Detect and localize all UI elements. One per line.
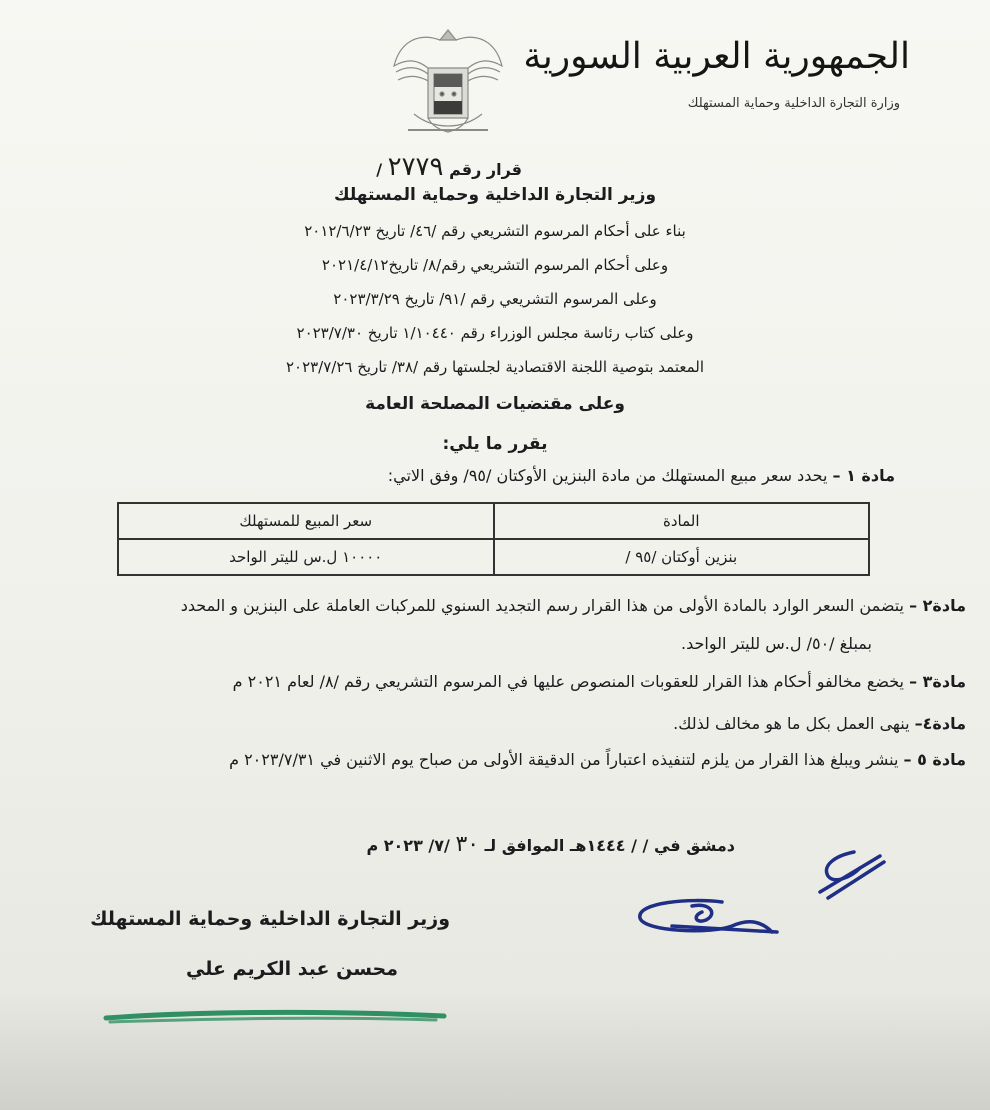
signatory-name: محسن عبد الكريم علي: [186, 958, 398, 980]
public-interest-line: وعلى مقتضيات المصلحة العامة: [365, 394, 625, 414]
dateline-gregorian: /٧/ ٢٠٢٣ م: [366, 836, 450, 855]
article-2: [181, 596, 966, 615]
article-1-text: يحدد سعر مبيع المستهلك من مادة البنزين الأوكتان /٩٥/ وفق الاتي:: [387, 466, 828, 485]
decision-number: ٢٧٧٩: [387, 152, 444, 182]
article-3-text: يخضع مخالفو أحكام هذا القرار للعقوبات المنصوص عليها في المرسوم التشريعي رقم /٨/ لعام ٢٠٢١ م: [232, 672, 904, 691]
preamble-line: بناء على أحكام المرسوم التشريعي رقم /٤٦/ تاريخ ٢٠١٢/٦/٢٣: [304, 222, 686, 240]
article-1-label: مادة ١ –: [832, 466, 895, 485]
minister-title: وزير التجارة الداخلية وحماية المستهلك: [333, 185, 657, 205]
article-1: [388, 466, 895, 485]
article-5-text: ينشر ويبلغ هذا القرار من يلزم لتنفيذه اعتباراً من الدقيقة الأولى من صباح يوم الاثنين في ٢٠٢٣/٧/٣١ م: [229, 750, 899, 769]
table-header-cell: المادة: [494, 503, 870, 539]
minister-signature-icon: [622, 842, 892, 942]
decision-number-line: [376, 152, 522, 182]
green-underline-stroke: [100, 1004, 450, 1028]
article-4-label: مادة٤–: [914, 714, 966, 733]
article-2-label: مادة٢ –: [909, 596, 966, 615]
decision-label: قرار رقم: [449, 160, 522, 179]
article-5-label: مادة ٥ –: [903, 750, 966, 769]
article-2-continuation: بمبلغ /٥٠/ ل.س لليتر الواحد.: [681, 634, 872, 653]
preamble-line: وعلى كتاب رئاسة مجلس الوزراء رقم ١/١٠٤٤٠ تاريخ ٢٠٢٣/٧/٣٠: [296, 324, 694, 342]
ministry-header: وزارة التجارة الداخلية وحماية المستهلك: [687, 96, 900, 111]
table-row: [118, 539, 869, 575]
table-header-row: [118, 503, 869, 539]
preamble-line: وعلى أحكام المرسوم التشريعي رقم/٨/ تاريخ٢٠٢١/٤/١٢: [321, 256, 669, 274]
article-5: [229, 750, 966, 769]
table-header-cell: سعر المبيع للمستهلك: [118, 503, 494, 539]
dateline-day: ٣٠: [455, 832, 480, 857]
table-cell: ١٠٠٠٠ ل.س لليتر الواحد: [118, 539, 494, 575]
dateline-place: دمشق في: [653, 836, 735, 855]
price-table: [117, 502, 870, 576]
preamble: [0, 222, 990, 392]
signatory-title: وزير التجارة الداخلية وحماية المستهلك: [90, 908, 450, 930]
dateline-hijri: / / ١٤٤٤هـ الموافق لـ: [484, 836, 649, 855]
preamble-line: وعلى المرسوم التشريعي رقم /٩١/ تاريخ ٢٠٢٣/٣/٢٩: [333, 290, 657, 308]
article-3-label: مادة٣ –: [909, 672, 966, 691]
preamble-line: المعتمد بتوصية اللجنة الاقتصادية لجلستها رقم /٣٨/ تاريخ ٢٠٢٣/٧/٢٦: [285, 358, 705, 376]
article-4: [673, 714, 966, 733]
decision-suffix: /: [376, 160, 383, 179]
syrian-eagle-emblem-icon: [388, 22, 508, 140]
article-2-text: يتضمن السعر الوارد بالمادة الأولى من هذا القرار رسم التجديد السنوي للمركبات العاملة على البنزين و المحدد: [180, 596, 904, 615]
decides-heading: يقرر ما يلي:: [442, 434, 548, 454]
article-4-text: ينهى العمل بكل ما هو مخالف لذلك.: [673, 714, 910, 733]
table-cell: بنزين أوكتان /٩٥ /: [494, 539, 870, 575]
republic-title: الجمهورية العربية السورية: [523, 36, 910, 77]
article-3: [233, 672, 966, 691]
